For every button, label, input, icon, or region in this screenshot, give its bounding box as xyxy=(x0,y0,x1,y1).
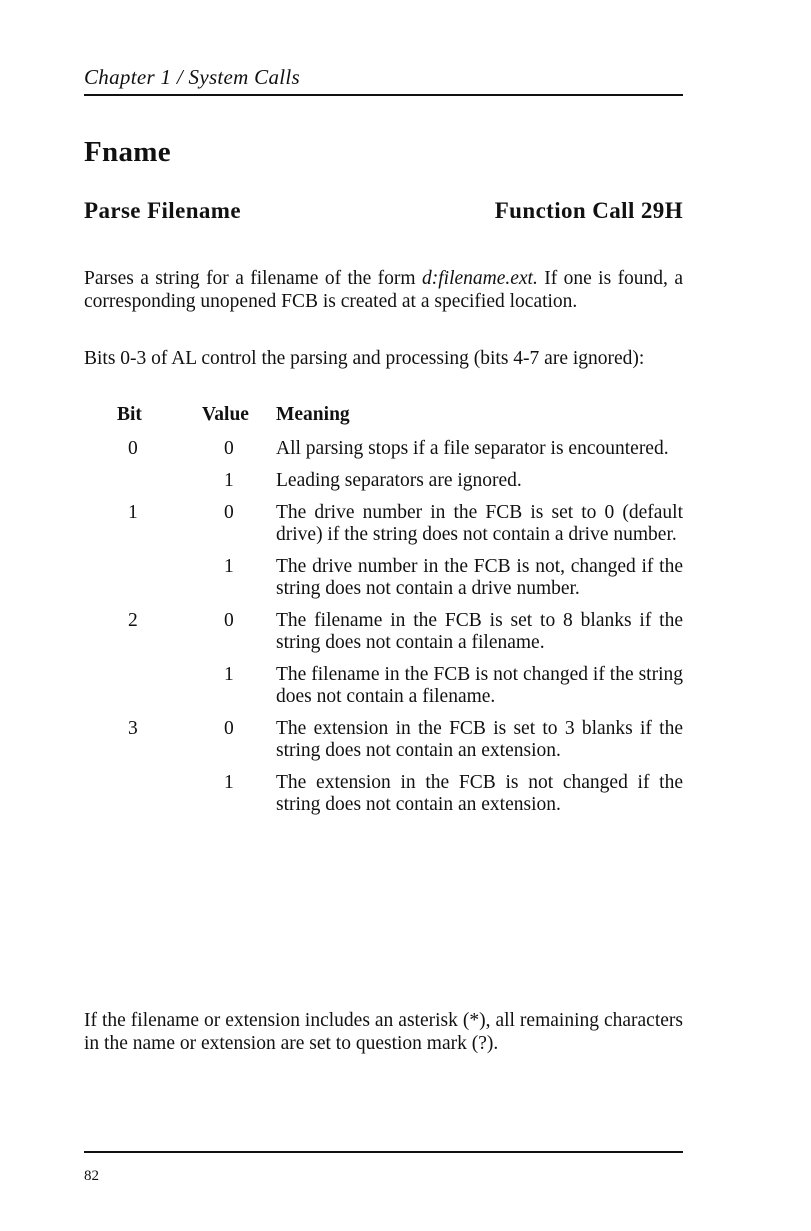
table-row xyxy=(84,470,683,492)
table-row xyxy=(84,664,683,708)
intro-filename-form: d:filename.ext. xyxy=(421,268,538,289)
subhead-right: Function Call 29H xyxy=(494,198,683,223)
cell-meaning: The extension in the FCB is set to 3 blanks if the string does not contain an extension. xyxy=(276,718,683,761)
section-subhead xyxy=(84,198,683,224)
cell-meaning: The extension in the FCB is not changed if the string does not contain an extension. xyxy=(276,772,683,815)
table-header xyxy=(84,404,683,438)
table-row xyxy=(84,772,683,816)
table-row xyxy=(84,438,683,460)
table-row xyxy=(84,718,683,762)
cell-meaning: The filename in the FCB is set to 8 blanks if the string does not contain a filename. xyxy=(276,610,683,653)
table-row xyxy=(84,556,683,600)
intro-paragraph xyxy=(84,268,683,313)
intro-text-2: If one is found, a corresponding unopened FCB is created at a specified location. xyxy=(84,268,683,312)
cell-value: 1 xyxy=(224,556,234,577)
document-page xyxy=(84,62,683,1184)
closing-paragraph: If the filename or extension includes an asterisk (*), all remaining characters in the name or extension are set to question mark (?). xyxy=(84,1010,683,1054)
page-title: Fname xyxy=(84,136,171,168)
cell-bit: 3 xyxy=(128,718,138,739)
cell-value: 0 xyxy=(224,438,234,459)
cell-meaning: The drive number in the FCB is not, changed if the string does not contain a drive number. xyxy=(276,556,683,599)
cell-value: 0 xyxy=(224,718,234,739)
cell-value: 1 xyxy=(224,772,234,793)
parse-control-table xyxy=(84,404,683,816)
table-row xyxy=(84,610,683,654)
header-meaning: Meaning xyxy=(276,404,350,425)
header-rule xyxy=(84,94,683,96)
running-head: Chapter 1 / System Calls xyxy=(84,65,301,89)
cell-bit: 2 xyxy=(128,610,138,631)
cell-meaning: The filename in the FCB is not changed if the string does not contain a filename. xyxy=(276,664,683,707)
footer-rule xyxy=(84,1151,683,1153)
cell-value: 1 xyxy=(224,664,234,685)
cell-bit: 1 xyxy=(128,502,138,523)
cell-meaning: All parsing stops if a file separator is encountered. xyxy=(276,438,669,459)
page-number: 82 xyxy=(84,1168,99,1184)
header-bit: Bit xyxy=(117,404,142,425)
cell-meaning: The drive number in the FCB is set to 0 (default drive) if the string does not contain a drive number. xyxy=(276,502,683,545)
cell-value: 1 xyxy=(224,470,234,491)
table-row xyxy=(84,502,683,546)
cell-value: 0 xyxy=(224,610,234,631)
intro-text-1: Parses a string for a filename of the form xyxy=(84,268,422,289)
bits-paragraph: Bits 0-3 of AL control the parsing and processing (bits 4-7 are ignored): xyxy=(84,348,645,369)
cell-meaning: Leading separators are ignored. xyxy=(276,470,522,491)
cell-bit: 0 xyxy=(128,438,138,459)
table-body xyxy=(84,438,683,816)
cell-value: 0 xyxy=(224,502,234,523)
header-value: Value xyxy=(202,404,249,425)
subhead-left: Parse Filename xyxy=(84,198,241,223)
